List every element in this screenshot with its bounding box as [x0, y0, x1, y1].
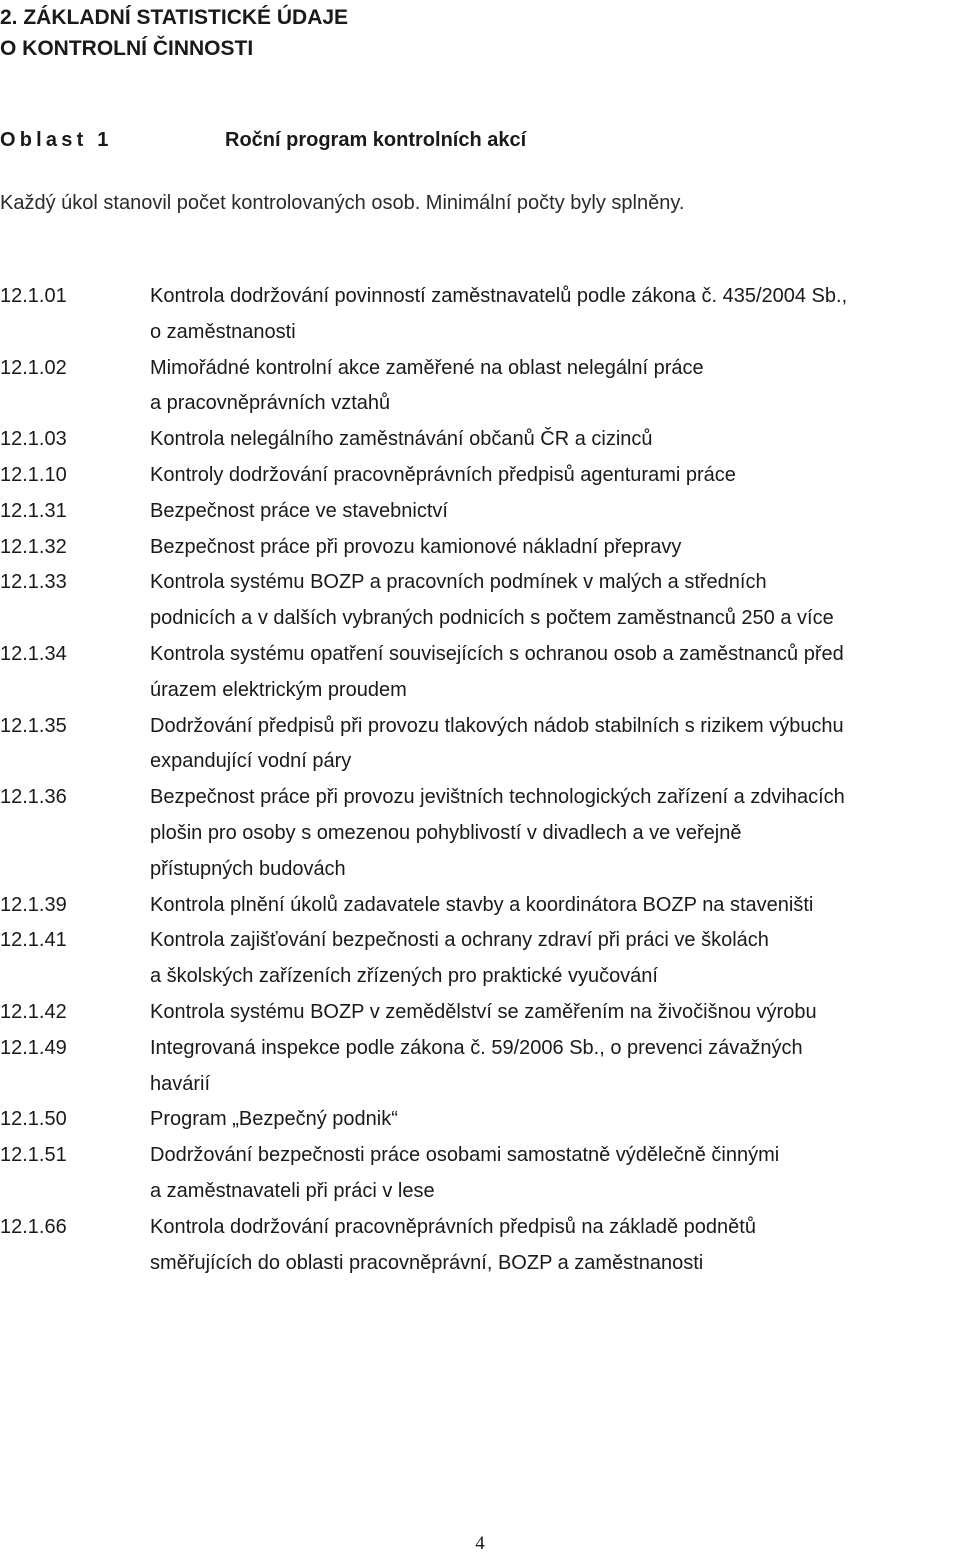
task-code: 12.1.01 — [0, 285, 67, 307]
task-code: 12.1.41 — [0, 929, 67, 952]
task-text: Bezpečnost práce ve stavebnictví — [150, 499, 448, 522]
task-text: Kontrola plnění úkolů zadavatele stavby a koordinátora BOZP na staveništi — [150, 893, 814, 916]
task-text: Kontrola nelegálního zaměstnávání občanů ČR a cizinců — [150, 428, 653, 451]
task-row — [0, 279, 960, 351]
task-code: 12.1.51 — [0, 1144, 67, 1167]
task-code: 12.1.39 — [0, 893, 67, 916]
task-row — [0, 637, 960, 709]
task-text: Dodržování předpisů při provozu tlakových nádob stabilních s rizikem výbuchu expandující vodní páry — [150, 714, 844, 773]
page-number: 4 — [475, 1533, 485, 1554]
task-row — [0, 888, 960, 924]
task-code: 12.1.10 — [0, 463, 67, 486]
task-list — [0, 279, 960, 1281]
task-text: Kontrola dodržování povinností zaměstnavatelů podle zákona č. 435/2004 Sb., o zaměstnanosti — [150, 285, 848, 343]
task-code: 12.1.49 — [0, 1036, 67, 1059]
task-row — [0, 565, 960, 637]
section-heading-line-1: 2. ZÁKLADNÍ STATISTICKÉ ÚDAJE — [0, 6, 349, 29]
task-text: Bezpečnost práce při provozu kamionové nákladní přepravy — [150, 535, 682, 558]
task-code: 12.1.33 — [0, 571, 67, 594]
section-heading — [0, 2, 348, 64]
task-text: Kontrola systému BOZP v zemědělství se zaměřením na živočišnou výrobu — [150, 1000, 817, 1023]
task-text: Program „Bezpečný podnik“ — [150, 1108, 398, 1131]
task-text: Mimořádné kontrolní akce zaměřené na oblast nelegální práce a pracovněprávních vztahů — [150, 356, 704, 415]
task-text: Integrovaná inspekce podle zákona č. 59/2006 Sb., o prevenci závažných havárií — [150, 1036, 803, 1095]
task-text: Kontrola zajišťování bezpečnosti a ochrany zdraví při práci ve školách a školských zařízeních zřízených pro praktické vyučování — [150, 929, 769, 988]
area-title: Roční program kontrolních akcí — [225, 129, 527, 151]
task-code: 12.1.66 — [0, 1215, 67, 1238]
task-row — [0, 1210, 960, 1282]
task-code: 12.1.35 — [0, 714, 67, 737]
task-row — [0, 458, 960, 494]
task-code: 12.1.02 — [0, 356, 67, 379]
task-code: 12.1.42 — [0, 1000, 67, 1023]
task-row — [0, 923, 960, 995]
task-row — [0, 1031, 960, 1103]
task-code: 12.1.36 — [0, 786, 67, 809]
task-text: Dodržování bezpečnosti práce osobami samostatně výdělečně činnými a zaměstnavateli při práci v lese — [150, 1144, 780, 1202]
task-row — [0, 494, 960, 530]
task-text: Kontrola systému opatření souvisejících s ochranou osob a zaměstnanců před úrazem elektrickým proudem — [150, 642, 844, 701]
area-header — [0, 125, 960, 155]
task-row — [0, 709, 960, 781]
task-text: Kontrola dodržování pracovněprávních předpisů na základě podnětů směřujících do oblasti pracovněprávní, BOZP a zaměstnanosti — [150, 1215, 756, 1274]
task-row — [0, 351, 960, 423]
task-code: 12.1.03 — [0, 428, 67, 451]
task-text: Kontroly dodržování pracovněprávních předpisů agenturami práce — [150, 463, 736, 486]
intro-paragraph: Každý úkol stanovil počet kontrolovaných osob. Minimální počty byly splněny. — [0, 192, 685, 214]
area-label: Oblast 1 — [0, 129, 113, 151]
task-code: 12.1.34 — [0, 642, 67, 665]
task-text: Bezpečnost práce při provozu jevištních technologických zařízení a zdvihacích plošin pro osoby s omezenou pohyblivostí v divadlech a ve veřejně přístupných budovách — [150, 786, 845, 880]
task-code: 12.1.31 — [0, 499, 67, 522]
task-code: 12.1.32 — [0, 535, 67, 558]
task-row — [0, 1138, 960, 1210]
task-row — [0, 780, 960, 887]
task-row — [0, 530, 960, 566]
task-text: Kontrola systému BOZP a pracovních podmínek v malých a středních podnicích a v dalších vybraných podnicích s počtem zaměstnanců 250 a více — [150, 571, 834, 630]
task-row — [0, 422, 960, 458]
task-row — [0, 1102, 960, 1138]
task-row — [0, 995, 960, 1031]
section-heading-line-2: O KONTROLNÍ ČINNOSTI — [0, 37, 254, 60]
task-code: 12.1.50 — [0, 1108, 67, 1131]
